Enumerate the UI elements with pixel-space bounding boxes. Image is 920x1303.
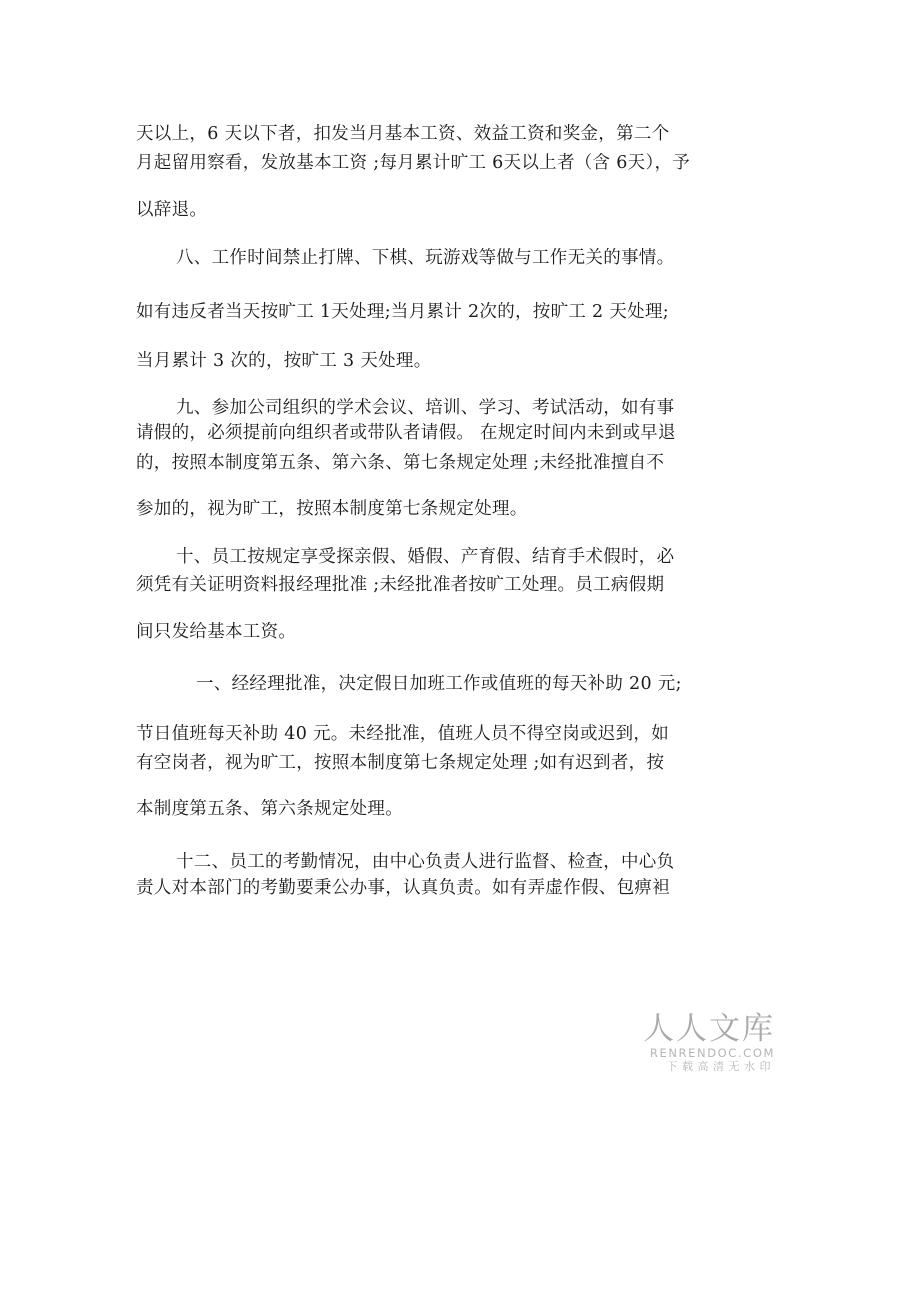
text-line: 参加的，视为旷工，按照本制度第七条规定处理。 bbox=[136, 499, 528, 519]
watermark-logo bbox=[640, 1012, 775, 1074]
text-line: 九、参加公司组织的学术会议、培训、学习、考试活动，如有事 bbox=[176, 398, 675, 418]
watermark-title: 人人文库 bbox=[643, 1011, 775, 1047]
watermark-tagline: 下载高清无水印 bbox=[666, 1060, 775, 1073]
text-line: 一、经经理批准，决定假日加班工作或值班的每天补助 20 元; bbox=[196, 674, 682, 694]
text-line: 请假的，必须提前向组织者或带队者请假。 在规定时间内未到或早退 bbox=[136, 423, 676, 443]
text-line: 天以上，6 天以下者，扣发当月基本工资、效益工资和奖金，第二个 bbox=[136, 124, 670, 144]
text-line: 十二、员工的考勤情况，由中心负责人进行监督、检查，中心负 bbox=[176, 852, 675, 872]
text-line: 节日值班每天补助 40 元。未经批准，值班人员不得空岗或迟到，如 bbox=[136, 724, 669, 744]
text-line: 本制度第五条、第六条规定处理。 bbox=[136, 799, 403, 819]
text-line: 月起留用察看，发放基本工资 ;每月累计旷工 6天以上者（含 6天），予 bbox=[136, 153, 691, 173]
text-line: 的，按照本制度第五条、第六条、第七条规定处理 ;未经批准擅自不 bbox=[136, 453, 665, 473]
text-line: 以辞退。 bbox=[136, 200, 208, 220]
text-line: 当月累计 3 次的，按旷工 3 天处理。 bbox=[136, 351, 432, 371]
text-line: 有空岗者，视为旷工，按照本制度第七条规定处理 ;如有迟到者，按 bbox=[136, 753, 665, 773]
text-line: 十、员工按规定享受探亲假、婚假、产育假、结育手术假时，必 bbox=[176, 547, 675, 567]
text-line: 须凭有关证明资料报经理批准 ;未经批准者按旷工处理。员工病假期 bbox=[136, 575, 665, 595]
text-line: 八、工作时间禁止打牌、下棋、玩游戏等做与工作无关的事情。 bbox=[176, 248, 675, 268]
text-line: 责人对本部门的考勤要秉公办事，认真负责。如有弄虚作假、包痹袒 bbox=[136, 878, 670, 898]
text-line: 如有违反者当天按旷工 1天处理;当月累计 2次的，按旷工 2 天处理; bbox=[136, 302, 669, 322]
text-line: 间只发给基本工资。 bbox=[136, 622, 297, 642]
watermark-site: RENRENDOC.COM bbox=[649, 1046, 775, 1060]
